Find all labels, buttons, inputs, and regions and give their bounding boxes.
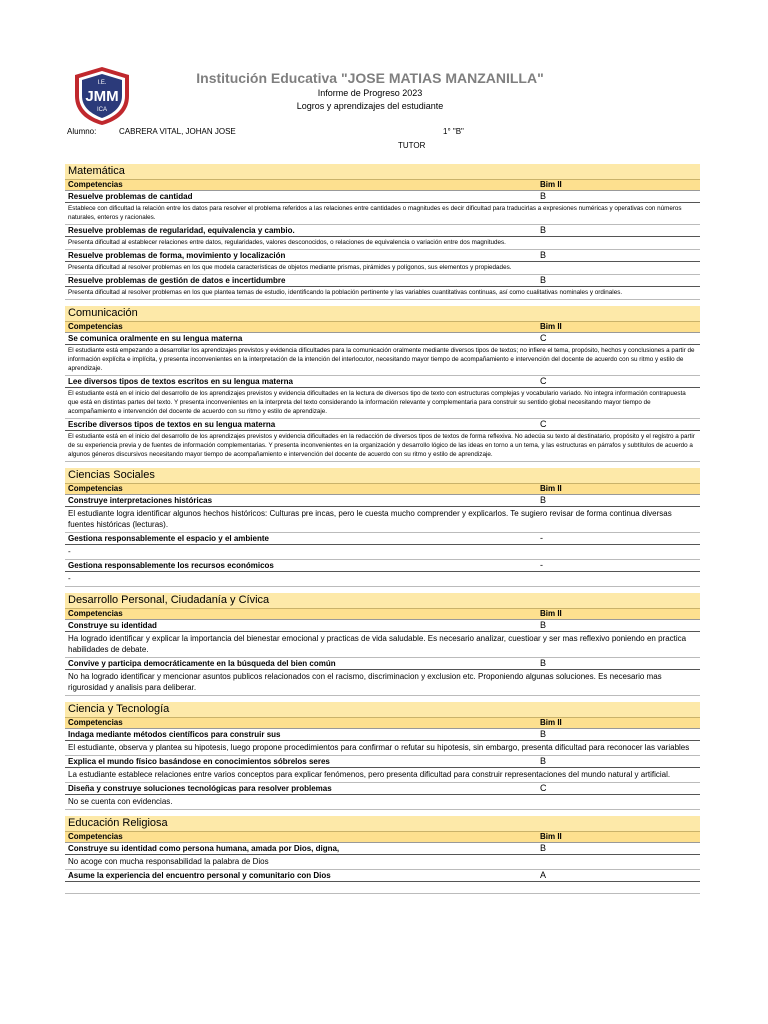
column-header [65, 832, 700, 843]
bim-header: Bim II [540, 609, 562, 618]
logo-mid-text: JMM [85, 88, 119, 105]
bim-header: Bim II [540, 718, 562, 727]
competency-grade: B [540, 729, 547, 739]
report-header [0, 0, 768, 160]
competency-name: Se comunica oralmente en su lengua materna [68, 334, 243, 343]
competency-description: Presenta dificultad al establecer relaciones entre datos, regularidades, valores desconocidos, o relaciones de equivalencia o variación entre dos magnitudes. [65, 237, 700, 250]
logo-bottom-text: ICA [96, 107, 108, 113]
subject-section [65, 816, 700, 894]
competency-description: El estudiante está empezando a desarrollar los aprendizajes previstos y evidencia dificultades para la comunicación oralmente mediante diversos tipos de textos; no infiere el tema, propósito, hechos y conclusiones a partir de información explícita e implícita, y presenta inconvenientes en la interpretación de la intención del interlocutor, necesitando mayor tiempo de acompañamiento e intervención del docente de acuerdo con su ritmo y estilo de aprendizaje. [65, 345, 700, 376]
competency-grade: B [540, 225, 547, 235]
competency-name: Construye su identidad [68, 621, 157, 630]
competency-description [65, 882, 700, 894]
student-name: CABRERA VITAL, JOHAN JOSE [119, 127, 236, 136]
competency-grade: B [540, 756, 547, 766]
competency-name: Escribe diversos tipos de textos en su lengua materna [68, 420, 276, 429]
competency-grade: B [540, 191, 547, 201]
competency-name: Convive y participa democráticamente en la búsqueda del bien común [68, 659, 336, 668]
competencias-header: Competencias [68, 180, 123, 189]
subject-section [65, 164, 700, 300]
subject-title: Ciencia y Tecnología [65, 702, 700, 718]
column-header [65, 609, 700, 620]
competency-name: Explica el mundo físico basándose en conocimientos sóbrelos seres [68, 757, 330, 766]
competency-description: No ha logrado identificar y mencionar asuntos publicos relacionados con el racismo, discriminacion y exclusion etc. Proponiendo algunas soluciones. Es necesario mas rigurosidad y analisis para deliberar. [65, 670, 700, 696]
subject-section [65, 593, 700, 696]
bim-header: Bim II [540, 832, 562, 841]
competency-name: Resuelve problemas de regularidad, equivalencia y cambio. [68, 226, 295, 235]
competency-row [65, 729, 700, 741]
competencias-header: Competencias [68, 832, 123, 841]
report-title: Informe de Progreso 2023 [317, 88, 423, 98]
competency-row [65, 620, 700, 632]
competency-grade: B [540, 843, 547, 853]
competency-grade: C [540, 376, 547, 386]
competency-grade: B [540, 275, 547, 285]
bim-header: Bim II [540, 484, 562, 493]
competency-grade: C [540, 333, 547, 343]
competency-grade: B [540, 250, 547, 260]
column-header [65, 718, 700, 729]
subjects-list [65, 164, 700, 900]
column-header [65, 180, 700, 191]
competency-description: El estudiante está en el inicio del desarrollo de los aprendizajes previstos y evidencia dificultades en la redacción de diversos tipos de textos de forma reflexiva. No adecúa su texto al destinatario, propósito y el registro a partir de su experiencia previa y de fuentes de información complementarias. Y presenta inconvenientes en la organización y desarrollo lógico de las ideas en torno a un tema, y las estructuras en párrafos y subtítulos de acuerdo a algunos géneros discursivos necesitando mayor tiempo de acompañamiento e intervención del docente de acuerdo con su ritmo y estilo de aprendizaje. [65, 431, 700, 462]
subject-section [65, 702, 700, 810]
subject-section [65, 306, 700, 462]
competency-grade: - [540, 533, 543, 543]
competency-name: Gestiona responsablemente el espacio y el ambiente [68, 534, 269, 543]
competency-description: No se cuenta con evidencias. [65, 795, 700, 810]
competency-name: Resuelve problemas de forma, movimiento y localización [68, 251, 286, 260]
competency-name: Construye interpretaciones históricas [68, 496, 213, 505]
competency-description: - [65, 572, 700, 587]
competency-row [65, 756, 700, 768]
competency-description: El estudiante, observa y plantea su hipotesis, luego propone procedimientos para confirmar o refutar su hipotesis, sin embargo, presenta dificultad para reconocer las variables [65, 741, 700, 756]
bim-header: Bim II [540, 322, 562, 331]
subject-title: Matemática [65, 164, 700, 180]
competency-row [65, 533, 700, 545]
competency-name: Indaga mediante métodos científicos para construir sus [68, 730, 281, 739]
bim-header: Bim II [540, 180, 562, 189]
school-shield-logo [73, 66, 131, 126]
competency-name: Lee diversos tipos de textos escritos en su lengua materna [68, 377, 293, 386]
competency-grade: C [540, 783, 547, 793]
competency-description: Presenta dificultad al resolver problemas en los que modela características de objetos mediante prismas, pirámides y polígonos, sus elementos y propiedades. [65, 262, 700, 275]
competency-row [65, 419, 700, 431]
subject-title: Desarrollo Personal, Ciudadanía y Cívica [65, 593, 700, 609]
competencias-header: Competencias [68, 609, 123, 618]
competency-description: Establece con dificultad la relación entre los datos para resolver el problema referidos a las relaciones entre cantidades o magnitudes es decir dificultad para traducirlas a expresiones numéricas y operativas con números naturales, enteros y racionales. [65, 203, 700, 225]
competencias-header: Competencias [68, 718, 123, 727]
competency-grade: B [540, 658, 547, 668]
competency-description: El estudiante está en el inicio del desarrollo de los aprendizajes previstos y evidencia dificultades en la lectura de diversos tipo de texto con estructuras complejas y vocabulario variado. No integra información contrapuesta que está en distintas partes del texto. Y presenta inconvenientes en la interpreta del texto considerando la información relevante y complementaria para construir su sentido global necesitando mayor tiempo de acompañamiento e intervención del docente de acuerdo con su ritmo y estilo de aprendizaje. [65, 388, 700, 419]
competency-grade: B [540, 495, 547, 505]
subject-title: Comunicación [65, 306, 700, 322]
competency-description: No acoge con mucha responsabilidad la palabra de Dios [65, 855, 700, 870]
competency-name: Resuelve problemas de gestión de datos e incertidumbre [68, 276, 286, 285]
competency-row [65, 275, 700, 287]
column-header [65, 484, 700, 495]
logo-top-text: I.E. [97, 80, 107, 86]
tutor-label: TUTOR [398, 141, 426, 150]
competency-row [65, 495, 700, 507]
competency-row [65, 843, 700, 855]
competency-grade: B [540, 620, 547, 630]
competency-row [65, 376, 700, 388]
column-header [65, 322, 700, 333]
competency-row [65, 658, 700, 670]
competency-description: Ha logrado identificar y explicar la importancia del bienestar emocional y practicas de vida saludable. Es necesario analizar, cuestioar y ser mas reflexivo poniendo en practica habilidades de debate. [65, 632, 700, 658]
competency-name: Resuelve problemas de cantidad [68, 192, 193, 201]
competency-row [65, 250, 700, 262]
competency-row [65, 870, 700, 882]
competencias-header: Competencias [68, 484, 123, 493]
subject-title: Educación Religiosa [65, 816, 700, 832]
competency-name: Gestiona responsablemente los recursos económicos [68, 561, 274, 570]
competency-description: La estudiante establece relaciones entre varios conceptos para explicar fenómenos, pero presenta dificultad para construir representaciones del mundo natural y artificial. [65, 768, 700, 783]
student-label: Alumno: [67, 127, 97, 136]
competency-grade: C [540, 419, 547, 429]
competency-name: Construye su identidad como persona humana, amada por Dios, digna, [68, 844, 340, 853]
competencias-header: Competencias [68, 322, 123, 331]
competency-grade: - [540, 560, 543, 570]
competency-description: - [65, 545, 700, 560]
subject-section [65, 468, 700, 587]
competency-row [65, 225, 700, 237]
competency-description: El estudiante logra identificar algunos hechos históricos: Culturas pre incas, pero le cuesta mucho comprender y explicarlos. Te sugiero revisar de forma continua diversas fuentes históricas (lecturas). [65, 507, 700, 533]
subject-title: Ciencias Sociales [65, 468, 700, 484]
competency-grade: A [540, 870, 547, 880]
student-grade: 1° "B" [443, 127, 464, 136]
competency-row [65, 783, 700, 795]
competency-name: Asume la experiencia del encuentro personal y comunitario con Dios [68, 871, 331, 880]
competency-name: Diseña y construye soluciones tecnológicas para resolver problemas [68, 784, 332, 793]
competency-row [65, 191, 700, 203]
competency-description: Presenta dificultad al resolver problemas en los que plantea temas de estudio, identificando la población pertinente y las variables cuantitativas continuas, así como cualitativas nominales y ordinales. [65, 287, 700, 300]
competency-row [65, 560, 700, 572]
report-subtitle: Logros y aprendizajes del estudiante [296, 101, 444, 111]
institution-title: Institución Educativa "JOSE MATIAS MANZANILLA" [196, 70, 544, 86]
competency-row [65, 333, 700, 345]
